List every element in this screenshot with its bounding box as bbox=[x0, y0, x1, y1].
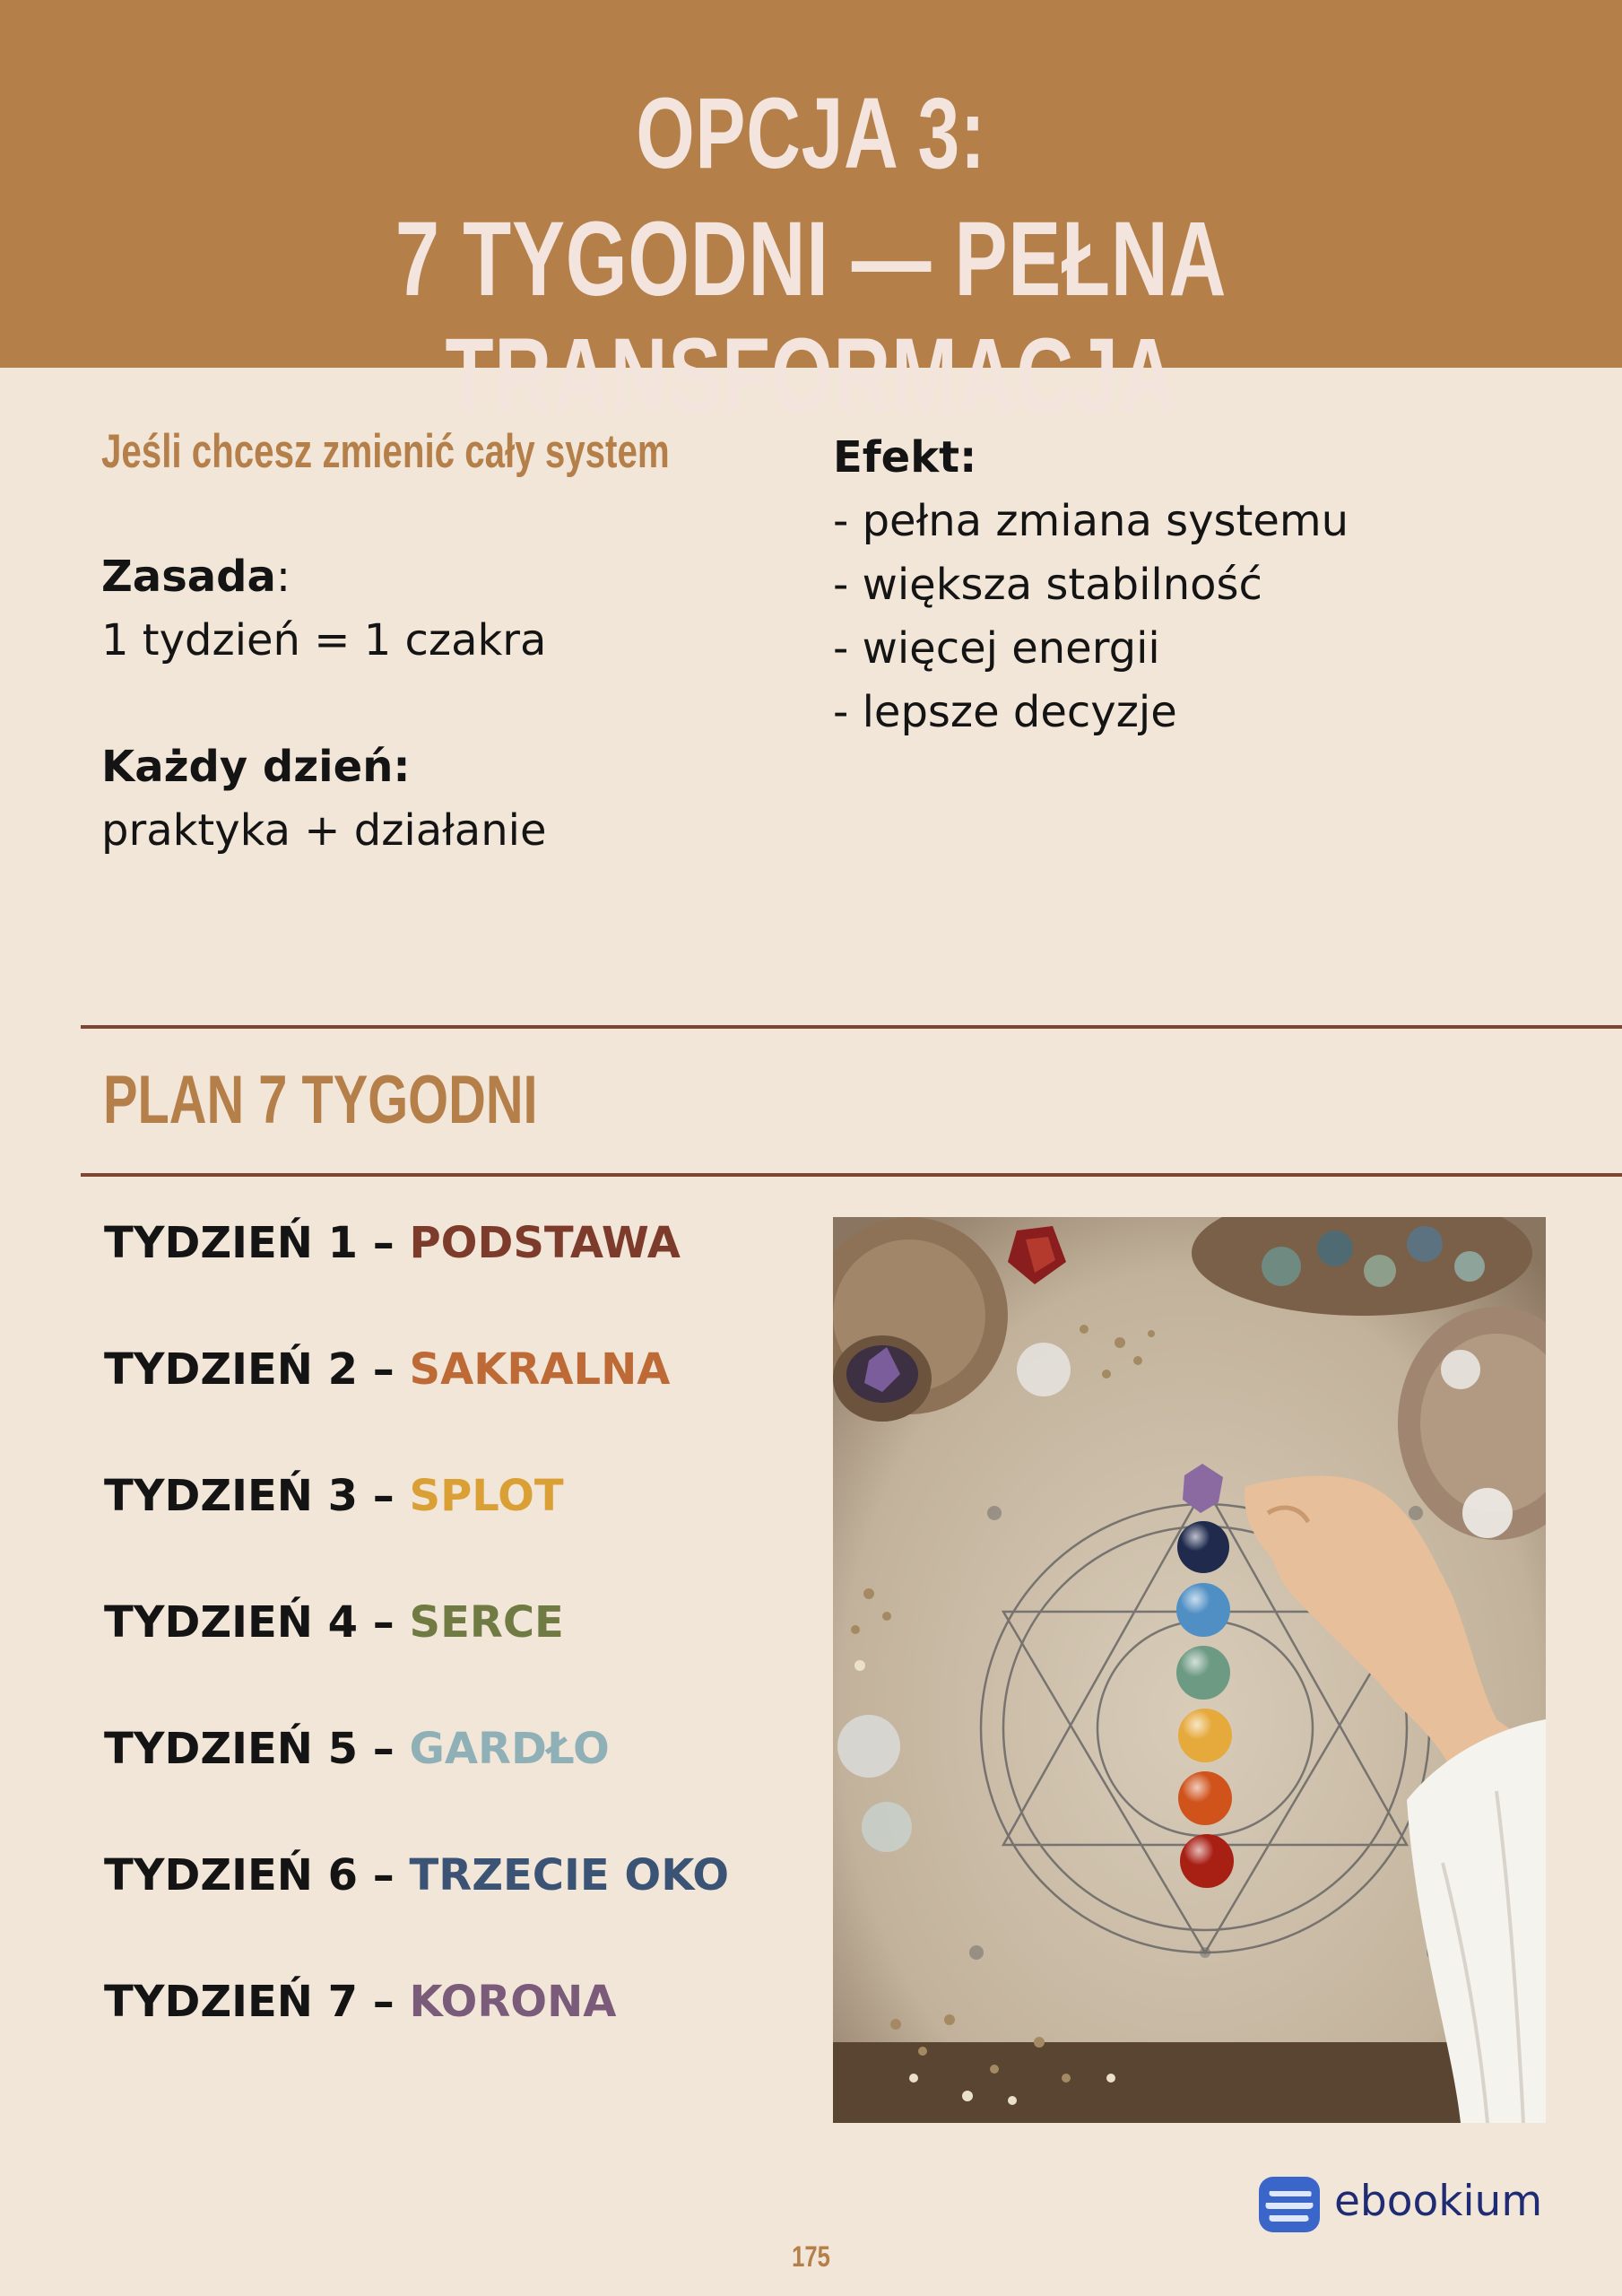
daily-block bbox=[101, 735, 547, 863]
chakra-name: PODSTAWA bbox=[409, 1218, 681, 1268]
week-item-6 bbox=[104, 1850, 729, 1900]
effect-item: - lepsze decyzje bbox=[833, 687, 1177, 737]
photo-illustration bbox=[833, 1217, 1546, 2123]
page-title-line2: 7 TYGODNI — PEŁNA TRANSFORMACJA bbox=[395, 200, 1227, 435]
chakra-name: SPLOT bbox=[409, 1471, 564, 1521]
rule-text: 1 tydzień = 1 czakra bbox=[101, 615, 547, 665]
daily-label: Każdy dzień: bbox=[101, 742, 411, 792]
chakra-name: KORONA bbox=[409, 1977, 617, 2027]
week-label: TYDZIEŃ 1 – bbox=[104, 1218, 410, 1268]
chakra-stones-photo bbox=[833, 1217, 1546, 2123]
chakra-name: GARDŁO bbox=[409, 1724, 610, 1774]
week-item-1 bbox=[104, 1218, 681, 1268]
week-item-4 bbox=[104, 1597, 564, 1648]
divider-top bbox=[81, 1025, 1622, 1029]
chakra-name: SAKRALNA bbox=[409, 1344, 671, 1395]
week-label: TYDZIEŃ 3 – bbox=[104, 1471, 410, 1521]
effect-label: Efekt: bbox=[833, 432, 977, 483]
daily-text: praktyka + działanie bbox=[101, 805, 547, 856]
section-subtitle: Jeśli chcesz zmienić cały system bbox=[101, 425, 670, 478]
week-label: TYDZIEŃ 2 – bbox=[104, 1344, 410, 1395]
chakra-name: SERCE bbox=[409, 1597, 564, 1648]
logo-text: ebookium bbox=[1334, 2177, 1543, 2226]
week-label: TYDZIEŃ 7 – bbox=[104, 1977, 410, 2027]
week-label: TYDZIEŃ 5 – bbox=[104, 1724, 410, 1774]
header-banner bbox=[0, 0, 1622, 435]
rule-colon: : bbox=[275, 552, 291, 602]
effect-item: - większa stabilność bbox=[833, 560, 1262, 610]
divider-bottom bbox=[81, 1173, 1622, 1177]
effect-item: - więcej energii bbox=[833, 623, 1160, 674]
week-label: TYDZIEŃ 4 – bbox=[104, 1597, 410, 1648]
ebookium-logo bbox=[1255, 2173, 1543, 2236]
ebookium-logo-mark bbox=[1255, 2173, 1323, 2236]
plan-title: PLAN 7 TYGODNI bbox=[103, 1062, 538, 1138]
week-item-7 bbox=[104, 1977, 616, 2027]
week-item-2 bbox=[104, 1344, 670, 1395]
rule-label: Zasada bbox=[101, 552, 276, 602]
effect-block bbox=[833, 426, 1349, 744]
week-label: TYDZIEŃ 6 – bbox=[104, 1850, 410, 1900]
week-item-3 bbox=[104, 1471, 564, 1521]
week-item-5 bbox=[104, 1724, 610, 1774]
page-title-line1: OPCJA 3: bbox=[636, 77, 986, 189]
rule-block bbox=[101, 545, 546, 673]
effect-item: - pełna zmiana systemu bbox=[833, 496, 1349, 546]
chakra-name: TRZECIE OKO bbox=[409, 1850, 730, 1900]
page-number: 175 bbox=[792, 2240, 830, 2273]
